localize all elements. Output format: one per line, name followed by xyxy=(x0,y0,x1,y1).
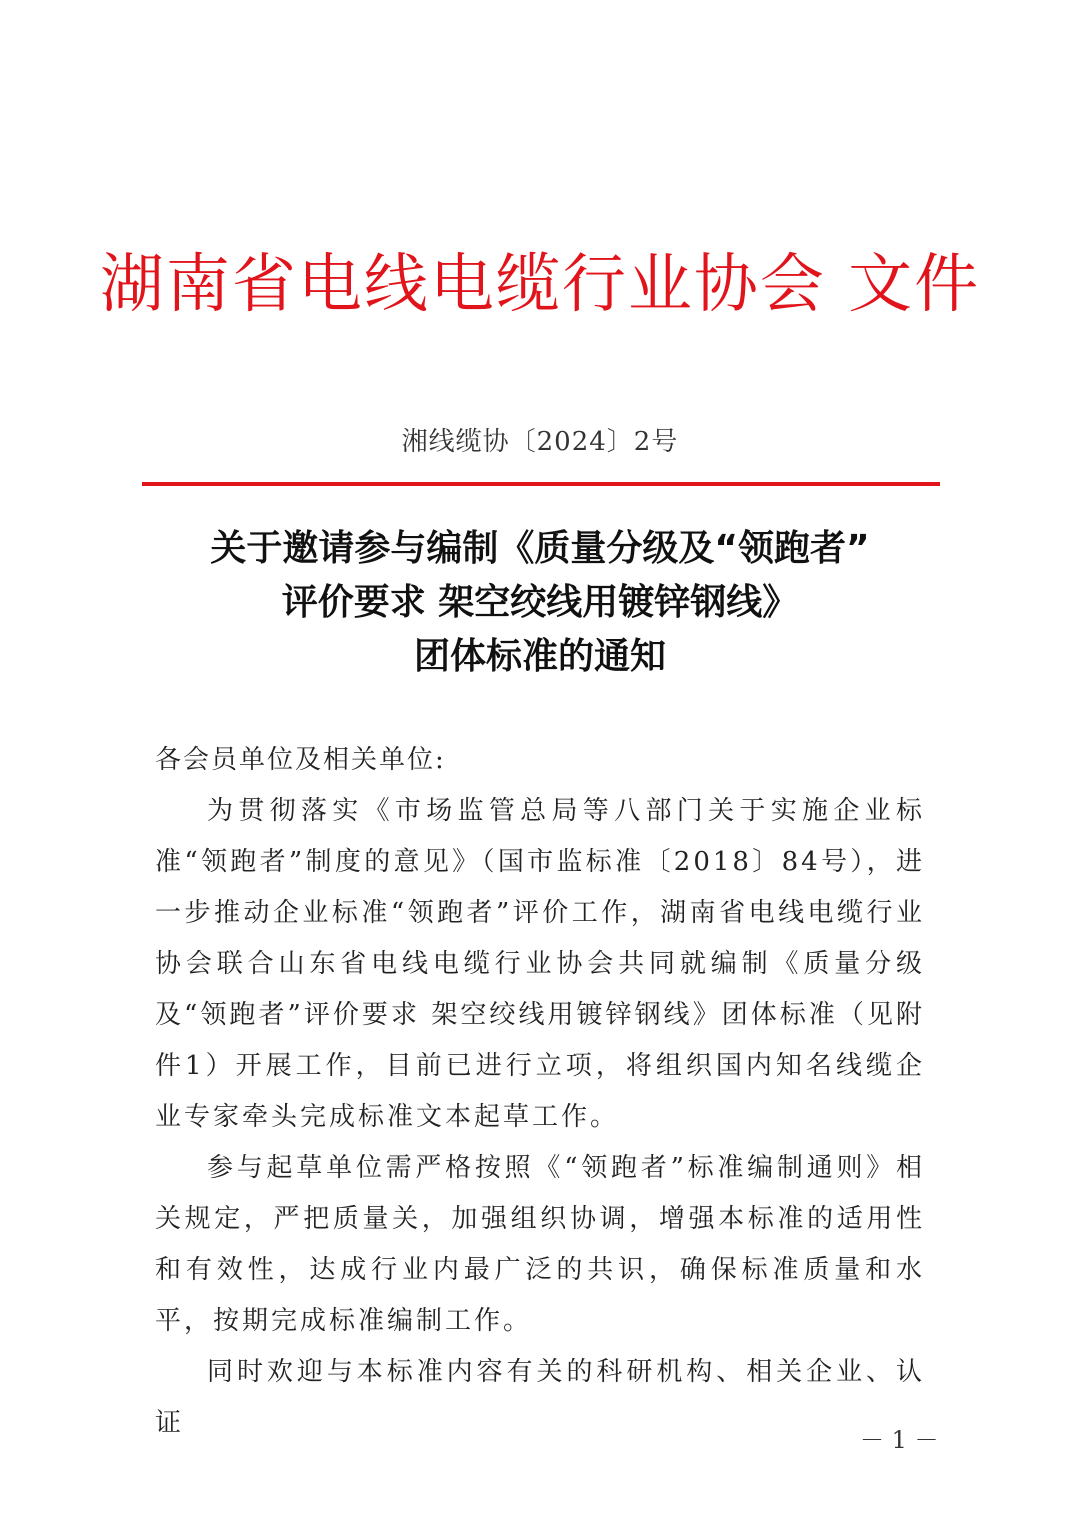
salutation: 各会员单位及相关单位: xyxy=(155,745,446,775)
notice-title xyxy=(100,522,980,684)
body-paragraph-1: 为贯彻落实《市场监管总局等八部门关于实施企业标准“领跑者”制度的意见》（国市监标准〔2018〕84号），进一步推动企业标准“领跑者”评价工作，湖南省电线电缆行业协会联合山东省电线电缆行业协会共同就编制《质量分级及“领跑者”评价要求 架空绞线用镀锌钢线》团体标准（见附件1）开展工作，目前已进行立项，将组织国内知名线缆企业专家牵头完成标准文本起草工作。 xyxy=(155,796,925,1132)
notice-body xyxy=(155,735,925,1449)
page-number: － 1 － xyxy=(860,1426,939,1454)
body-paragraph-2: 参与起草单位需严格按照《“领跑者”标准编制通则》相关规定，严把质量关，加强组织协调，增强本标准的适用性和有效性，达成行业内最广泛的共识，确保标准质量和水平，按期完成标准编制工作。 xyxy=(155,1153,925,1336)
body-paragraph-3: 同时欢迎与本标准内容有关的科研机构、相关企业、认证 xyxy=(155,1357,925,1438)
issuing-organization-header: 湖南省电线电缆行业协会 文件 xyxy=(99,248,981,322)
red-separator-line xyxy=(142,482,940,486)
document-number: 湘线缆协〔2024〕2号 xyxy=(401,427,679,457)
notice-title-line-1: 关于邀请参与编制《质量分级及“领跑者” xyxy=(210,528,870,569)
notice-title-line-2: 评价要求 架空绞线用镀锌钢线》 xyxy=(281,582,799,623)
notice-title-line-3: 团体标准的通知 xyxy=(413,636,666,677)
